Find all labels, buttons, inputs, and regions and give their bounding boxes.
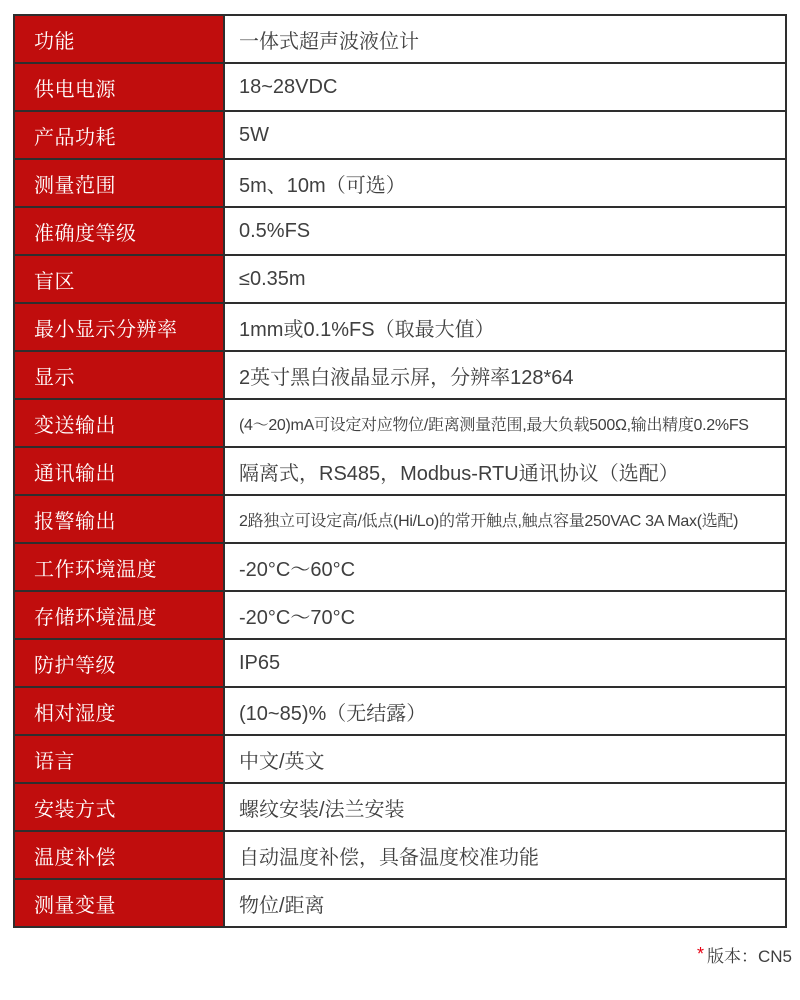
spec-row: [15, 544, 785, 592]
spec-label: 测量变量: [15, 880, 225, 926]
spec-value: 0.5%FS: [239, 219, 311, 242]
spec-label: 工作环境温度: [15, 544, 225, 590]
spec-label: 温度补偿: [15, 832, 225, 878]
spec-label: 存储环境温度: [15, 592, 225, 638]
spec-value: (4～20)mA可设定对应物位/距离测量范围,最大负载500Ω,输出精度0.2%FS: [239, 416, 749, 434]
spec-row: [15, 592, 785, 640]
spec-label: 防护等级: [15, 640, 225, 686]
spec-row: [15, 736, 785, 784]
spec-label: 语言: [15, 736, 225, 782]
spec-label: 准确度等级: [15, 208, 225, 254]
spec-value: -20°C～70°C: [239, 606, 356, 629]
spec-label: 报警输出: [15, 496, 225, 542]
spec-value: 2英寸黑白液晶显示屏，分辨率128*64: [239, 366, 574, 389]
spec-label: 通讯输出: [15, 448, 225, 494]
spec-label: 显示: [15, 352, 225, 398]
spec-label: 安装方式: [15, 784, 225, 830]
spec-row: [15, 256, 785, 304]
version-note: [697, 942, 792, 967]
spec-value: 螺纹安装/法兰安装: [239, 798, 405, 821]
spec-value: 5W: [239, 123, 269, 146]
spec-value: 一体式超声波液位计: [239, 30, 419, 53]
spec-value: 中文/英文: [239, 750, 325, 773]
spec-label: 供电电源: [15, 64, 225, 110]
spec-value: 自动温度补偿，具备温度校准功能: [239, 846, 539, 869]
spec-value: 5m、10m（可选）: [239, 174, 406, 197]
spec-label: 相对湿度: [15, 688, 225, 734]
spec-value: 物位/距离: [239, 894, 325, 917]
spec-value: 2路独立可设定高/低点(Hi/Lo)的常开触点,触点容量250VAC 3A Max(选配): [239, 512, 739, 530]
spec-value: 1mm或0.1%FS（取最大值）: [239, 318, 495, 341]
spec-value: (10~85)%（无结露）: [239, 702, 427, 725]
spec-row: [15, 784, 785, 832]
spec-row: [15, 496, 785, 544]
spec-row: [15, 208, 785, 256]
spec-row: [15, 640, 785, 688]
spec-value: -20°C～60°C: [239, 558, 356, 581]
spec-row: [15, 448, 785, 496]
spec-label: 变送输出: [15, 400, 225, 446]
spec-row: [15, 352, 785, 400]
spec-label: 产品功耗: [15, 112, 225, 158]
spec-value: IP65: [239, 651, 281, 674]
spec-row: [15, 304, 785, 352]
spec-label: 功能: [15, 16, 225, 62]
spec-row: [15, 64, 785, 112]
version-text: 版本：CN5: [706, 947, 792, 966]
spec-row: [15, 112, 785, 160]
spec-table: [13, 14, 787, 928]
spec-row: [15, 400, 785, 448]
spec-label: 盲区: [15, 256, 225, 302]
spec-row: [15, 160, 785, 208]
spec-row: [15, 16, 785, 64]
spec-value: ≤0.35m: [239, 267, 306, 290]
spec-row: [15, 832, 785, 880]
spec-value: 18~28VDC: [239, 75, 338, 98]
spec-label: 测量范围: [15, 160, 225, 206]
spec-value: 隔离式，RS485，Modbus-RTU通讯协议（选配）: [239, 462, 679, 485]
spec-label: 最小显示分辨率: [15, 304, 225, 350]
spec-row: [15, 688, 785, 736]
spec-row: [15, 880, 785, 926]
asterisk-mark: *: [696, 944, 704, 964]
